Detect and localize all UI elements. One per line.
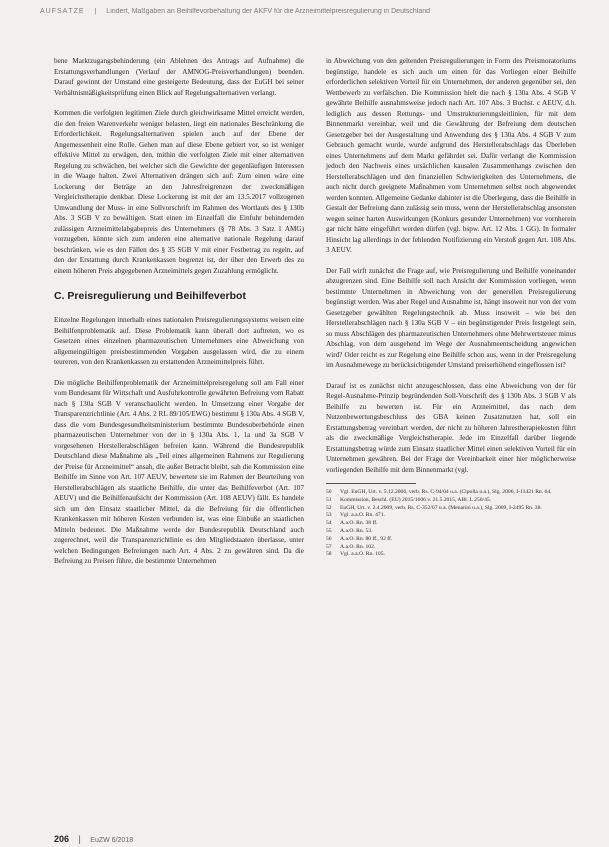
footnote-number: 50 bbox=[326, 489, 332, 495]
footnote bbox=[326, 489, 576, 497]
footnote-number: 52 bbox=[326, 504, 332, 511]
footnote-number: 58 bbox=[326, 551, 332, 558]
footnote bbox=[326, 536, 576, 544]
footnote-text: Vgl. a.a.O. Rn. 471. bbox=[340, 512, 385, 519]
body-paragraph: Die mögliche Beihilfenproblematik der Arzneimittelpreisregelung soll am Fall einer vom Bundesamt für Wirtschaft und Ausfuhrkontrolle gewährten Befreiung vom Rabatt nach § 130a SGB V veranschaulicht werden. In Umsetzung einer Vorgabe der Transparenzrichtlinie (Art. 4 Abs. 2 RL 89/105/EWG) bestimmt § 130a Abs. 4 SGB V, dass die vom Bundesgesundheitsministerium bestimmte Bundesoberbehörde einen pharmazeutischen Unternehmer von der in § 130a Abs. 1, 1a und 3a SGB V vorgesehenen Herstellerabschlägen befreien kann. Während die Bundesrepublik Deutschland diese Maßnahme als „Teil eines allgemeinen Rahmens zur Regulierung der Preise für Arzneimittel“ ansah, die außer Betracht bleibt, sah die Kommission eine Beihilfe im Sinne von Art. 107 AEUV, bewertete sie im Rahmen der Beurteilung von Herstellerabschlägen als staatliche Beihilfe, die unter das Beihilfeverbot (Art. 107 AEUV) und die Beihilfenaufsicht der Kommission (Art. 108 AEUV) fällt. Es handele sich um den Einsatz staatlicher Mittel, da die Befreiung für die öffentlichen Krankenkassen mit höheren Kosten verbunden ist, was eine Einbuße an staatlichen Mitteln bedeutet. Die Maßnahme werde der Bundesrepublik Deutschland auch zugerechnet, weil die Transparenzrichtlinie es den Mitgliedstaaten überlasse, unter welchen Bedingungen Befreiungen nach Art. 4 Abs. 2 zu gewähren sind. Da die Befreiung zu Preisen führe, die bestimmte Unternehmen bbox=[54, 378, 304, 565]
right-column bbox=[326, 56, 576, 559]
running-title: Lindert, Maßgaben an Beihilfevorbehaltung der AKFV für die Arzneimittelpreisregulierung in Deutschland bbox=[106, 8, 431, 15]
header-separator: | bbox=[94, 8, 97, 15]
footnote-text: EuGH, Urt. v. 2.4.2009, verb. Rs. C-352/07 u.a. (Menarini u.a.), Slg. 2009, I-2495 Rn. 38. bbox=[340, 504, 542, 511]
footnote-number: 55 bbox=[326, 527, 332, 534]
footnote bbox=[326, 551, 576, 559]
footnote-text: Kommission, Beschl. (EU) 2015/1606 v. 21.5.2015, ABl. L 250/45. bbox=[340, 496, 492, 503]
footnote-text: Vgl. a.a.O. Rn. 105. bbox=[340, 551, 385, 558]
footnotes bbox=[326, 489, 576, 559]
footnote-text: Vgl. EuGH, Urt. v. 5.12.2006, verb. Rs. C-94/04 u.a. (Cipolla u.a.), Slg. 2006, I-11421 Rn. 64. bbox=[340, 489, 552, 495]
footnote bbox=[326, 544, 576, 552]
page-footer bbox=[54, 829, 254, 844]
footnote-number: 53 bbox=[326, 512, 332, 519]
footnote-text: A.a.O. Rn. 38 ff. bbox=[340, 520, 378, 527]
footnote bbox=[326, 497, 576, 505]
footnote-number: 57 bbox=[326, 543, 332, 550]
journal-issue: EuZW 6/2018 bbox=[90, 837, 134, 844]
left-column bbox=[54, 56, 304, 567]
footer-separator: | bbox=[78, 834, 81, 844]
section-heading: C. Preisregulierung und Beihilfeverbot bbox=[54, 290, 246, 302]
page-number: 206 bbox=[54, 834, 70, 844]
running-header bbox=[40, 8, 580, 22]
footnote-number: 51 bbox=[326, 496, 332, 503]
body-paragraph: Einzelne Regelungen innerhalb eines nationalen Preisregulierungssystems weisen eine Beihilfenproblematik auf. Diese Problematik kann überall dort auftreten, wo es Gesetzen eines einzelnen pharmazeutischen Unternehmers eine Abweichung von allgemeingültigen preisbestimmenden Vorgaben ausgelassen wird, die zu einem teureren, von den Krankenkassen zu erstattenden Arzneimittelpreis führt. bbox=[54, 316, 304, 366]
body-paragraph: Der Fall wirft zunächst die Frage auf, wie Preisregulierung und Beihilfe voneinander abzugrenzen sind. Eine Beihilfe soll nach Ansicht der Kommission vorliegen, wenn bestimmte Unternehmen in Abweichung von der generellen Preisregulierung begünstigt werden. Was aber Regel und Ausnahme ist, hängt insoweit nur von der vom Gesetzgeber gewählten Regelungstechnik ab. Muss insoweit – wie bei den Herstellerabschlägen nach § 130a SGB V – ein begünstigender Preis festgelegt sein, so muss Abschlägen des pharmazeutischen Unternehmers ohne Mehrwertsteuer minus Abschlag, von dem ausgehend im Wege der Ausnahmeentscheidung angewichen wird? Oder reicht es zur Regelung eine Beihilfe schon aus, wenn in der Preisregelung im Ausnahmewege zu berücksichtigender Umstand preiserhöhend eingeflossen ist? bbox=[326, 266, 576, 369]
footnote-divider bbox=[326, 483, 416, 484]
footnote bbox=[326, 528, 576, 536]
footnote-number: 54 bbox=[326, 520, 332, 527]
body-paragraph: Darauf ist es zunächst nicht anzugeschlossen, dass eine Abweichung von der für Regel-Ausnahme-Prinzip begründenden Soll-Vorschrift des § 130b Abs. 3 SGB V als Beihilfe zu bewerten ist. Für ein Arzneimittel, das nach dem Nutzenbewertungsbeschluss des GBA keinen Zusatznutzen hat, soll ein Erstattungsbetrag vereinbart werden, der nicht zu höheren Jahrestherapiekosten führt als die zweckmäßige Vergleichstherapie. Jede im Einzelfall darüber liegende Erstattungsbetrag würde zum Einsatz staatlicher Mittel einen selektiven Vorteil für ein Unternehmen gewähren. Bei der Frage der Vereinbarkeit einer hier möglicherweise vorliegenden Beihilfe mit dem Binnenmarkt (vgl. bbox=[326, 381, 576, 474]
footnote-text: A.a.O. Rn. 53. bbox=[340, 527, 373, 534]
body-paragraph: in Abweichung von den geltenden Preisregulierungen in Form des Preismoratoriums begünstige, handele es sich auch um einen für das Vorliegen einer Beihilfe erforderlichen selektiven Vorteil für ein Unternehmen, der anderen gegenüber sei, den Wettbewerb zu verfälschen. Die Kommission hielt die nach § 130a Abs. 4 SGB V gewährte Beihilfe ausnahmsweise jedoch nach Art. 107 Abs. 3 Buchst. c AEUV, d.h. lediglich aus dessen Rettungs- und Umstrukturierungsleitlinien, für mit dem Binnenmarkt vereinbar, weil und die Gewährung der Befreiung dem deutschen Gesetzgeber bei der Ausgestaltung und Anwendung des § 130a Abs. 4 SGB V zum Gebrauch gemacht wurde, wurde aufgrund des Herstellerabschlags das Überleben eines Unternehmens auf dem Markt gefährdet sei. Dafür verlangt die Kommission jedoch den Nachweis eines ursächlichen kausalen Zusammenhangs zwischen den Herstellerabschlägen und den finanziellen Schwierigkeiten des Unternehmens, die auch nicht durch geeignete Maßnahmen vom Unternehmen selbst noch abgewendet werden konnten. Allgemeine Gedanke dahinter ist die Überlegung, dass die Beihilfe in Gestalt der Befreiung dann zulässig sein muss, wenn der Herstellerabschlag ansonsten wegen seiner harten Auswirkungen (Konkurs gesunder Unternehmen) vor vornherein gar nicht hätte eingeführt werden dürfen (vgl. bspw. Art. 12 Abs. 1 GG). In formaler Hinsicht lag allerdings in der fehlenden Notifizierung ein Verstoß gegen Art. 108 Abs. 3 AEUV. bbox=[326, 57, 576, 254]
footnote-text: A.a.O. Rn. 102. bbox=[340, 543, 376, 550]
footnote-text: A.a.O. Rn. 80 ff., 92 ff. bbox=[340, 535, 393, 542]
footnote bbox=[326, 520, 576, 528]
section-label: AUFSÄTZE bbox=[40, 8, 85, 15]
footnote bbox=[326, 505, 576, 513]
footnote-number: 56 bbox=[326, 535, 332, 542]
body-paragraph: Kommen die verfolgten legitimen Ziele durch gleichwirksame Mittel erreicht werden, die den freien Warenverkehr weniger belasten, liegt ein nationales Beschränkung die Erforderlichkeit. Regelungsalternativen spielen auch auf der Ebene der Angemessenheit eine Rolle. Gehen man auf diese Ebene gebiert vor, so ist weniger effektive Mittel zu erwägen, den, mithin die verfolgten Ziele mit einer alternativen Regelung zu schwächen, bei welcher sich die Gewichte der gegenläufigen Interessen in die Waage halten. Zwei Alternativen drängen sich auf: Zum einen wäre eine Lockerung der Beträge an den Jahresfreigrenzen der zweckmäßigen Vergleichstherapie denkbar. Diese Lockerung ist mit der am 13.5.2017 vollzogenen Umwandlung der Muss- in eine Sollvorschrift im Rahmen des Wortlauts des § 130b Abs. 3 SGB V zu bewältigen. Statt einen im Einzelfall die Einfuhr behindernden zulässigen Arzneimittelabgabepreis des Unternehmers (§ 78 Abs. 3 Satz 1 AMG) vorzugeben, könnte sich zum anderen eine alternative nationale Regelung darauf beschränken, wie es den Fällen des § 35 SGB V mit einer Festbetrag zu regeln, auf den der Erstattung durch Krankenkassen begrenzt ist, der über den Erwerb des zu einem höheren Preis abgegebenen Arzneimittels gegen Zuzahlung ermöglicht. bbox=[54, 109, 304, 275]
body-paragraph: bene Marktzugangsbehinderung (ein Ablehnen des Antrags auf Aufnahme) die Erstattungsverhandlungen (Verlauf der AMNOG-Preisverhandlungen) beenden. Darauf gewinnt der Umstand eine gesteigerte Bedeutung, dass der EuGH bei seiner Verhältnismäßigkeitsprüfung einen Blick auf Regelungsalternativen verlangt. bbox=[54, 57, 304, 97]
